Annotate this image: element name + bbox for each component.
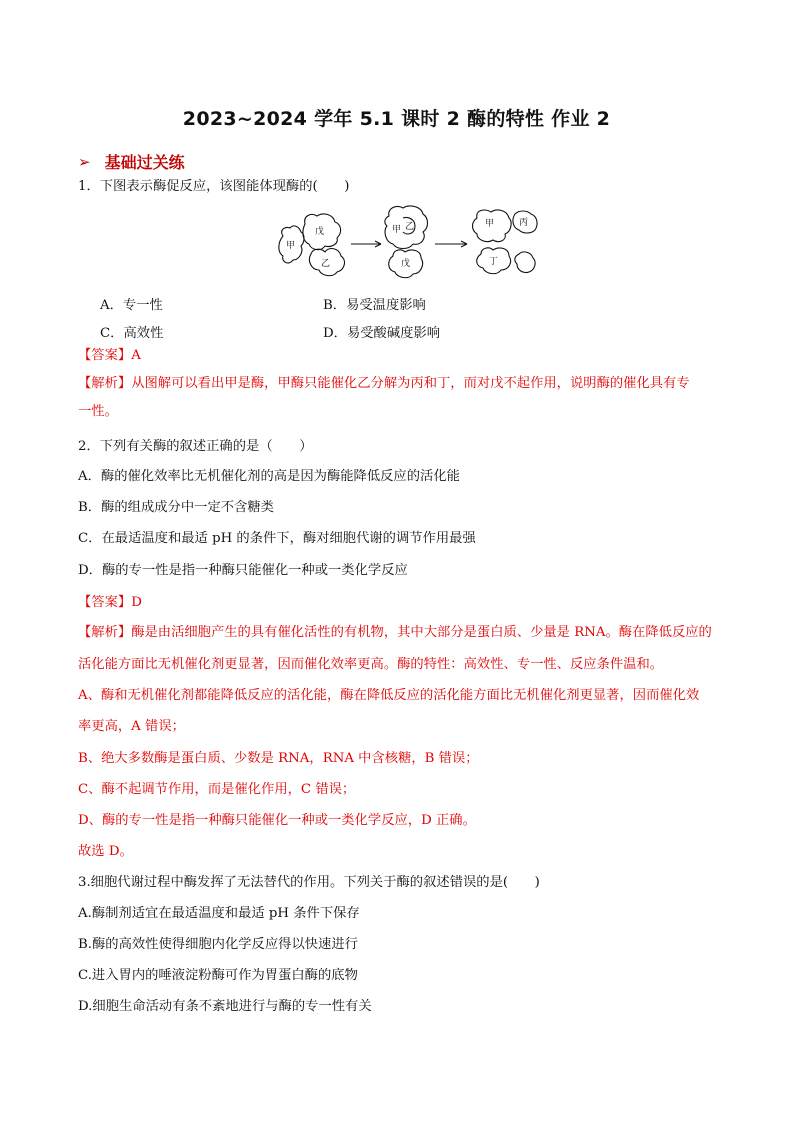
q2-option-c: C．在最适温度和最适 pH 的条件下，酶对细胞代谢的调节作用最强	[78, 531, 476, 546]
figure-label-jia-2: 甲	[392, 225, 402, 235]
q2-explain-c: C、酶不起调节作用，而是催化作用，C 错误；	[78, 782, 356, 797]
q3-option-b: B.酶的高效性使得细胞内化学反应得以快速进行	[78, 937, 358, 952]
figure-label-wu-1: 戊	[315, 227, 325, 237]
q1-analysis-text-1: 从图解可以看出甲是酶，甲酶只能催化乙分解为丙和丁，而对戊不起作用，说明酶的催化具有专	[131, 376, 690, 391]
q1-analysis-line-2: 一性。	[78, 404, 118, 419]
section-heading	[78, 150, 185, 173]
q2-option-d: D．酶的专一性是指一种酶只能催化一种或一类化学反应	[78, 563, 408, 578]
q2-answer-line	[78, 594, 142, 612]
figure-label-yi-1: 乙	[321, 259, 331, 269]
q1-option-a: A．专一性	[100, 298, 163, 313]
q3-option-d: D.细胞生命活动有条不紊地进行与酶的专一性有关	[78, 999, 372, 1014]
figure-label-ding: 丁	[489, 257, 499, 267]
q2-option-a: A．酶的催化效率比无机催化剂的高是因为酶能降低反应的活化能	[78, 469, 460, 484]
q1-answer-tag: 【答案】	[78, 348, 132, 363]
q3-option-c: C.进入胃内的唾液淀粉酶可作为胃蛋白酶的底物	[78, 968, 358, 983]
figure-label-jia-3: 甲	[485, 219, 495, 229]
q3-option-a: A.酶制剂适宜在最适温度和最适 pH 条件下保存	[78, 906, 360, 921]
q1-option-d: D．易受酸碱度影响	[323, 326, 441, 341]
q2-analysis-text-1: 酶是由活细胞产生的具有催化活性的有机物，其中大部分是蛋白质、少量是 RNA。酶在降低反应的	[131, 625, 712, 640]
q1-answer-line	[78, 347, 141, 365]
q2-analysis-line-2: 活化能方面比无机催化剂更显著，因而催化效率更高。酶的特性：高效性、专一性、反应条件温和。	[78, 657, 664, 672]
figure-label-jia-1: 甲	[286, 241, 296, 251]
section-label: 基础过关练	[104, 153, 185, 172]
figure-label-wu-2: 戊	[401, 259, 411, 269]
q2-analysis-line-1	[78, 624, 712, 642]
figure-label-bing: 丙	[519, 218, 529, 228]
document-title: 2023~2024 学年 5.1 课时 2 酶的特性 作业 2	[182, 108, 611, 130]
arrow-bullet-icon: ➢	[78, 152, 91, 171]
q2-explain-b: B、绝大多数酶是蛋白质、少数是 RNA，RNA 中含核糖，B 错误；	[78, 751, 479, 766]
q2-answer: D	[131, 595, 142, 610]
enzyme-reaction-figure	[275, 204, 550, 284]
q2-stem: 2．下列有关酶的叙述正确的是（ ）	[78, 439, 313, 454]
q2-answer-tag: 【答案】	[78, 595, 132, 610]
q1-option-c: C．高效性	[100, 326, 164, 341]
q3-stem: 3.细胞代谢过程中酶发挥了无法替代的作用。下列关于酶的叙述错误的是( )	[78, 875, 540, 890]
q2-explain-a-2: 率更高，A 错误；	[78, 719, 185, 734]
figure-blob-ding	[515, 252, 535, 273]
q2-conclusion: 故选 D。	[78, 844, 133, 859]
q1-stem: 1．下图表示酶促反应，该图能体现酶的( )	[78, 179, 350, 194]
q1-option-b: B．易受温度影响	[323, 298, 426, 313]
q1-analysis-tag: 【解析】	[78, 376, 132, 391]
q2-explain-d: D、酶的专一性是指一种酶只能催化一种或一类化学反应，D 正确。	[78, 813, 476, 828]
q2-analysis-tag: 【解析】	[78, 625, 132, 640]
figure-label-yi-2: 乙	[405, 222, 415, 232]
q1-answer: A	[131, 348, 141, 363]
q2-explain-a-1: A、酶和无机催化剂都能降低反应的活化能，酶在降低反应的活化能方面比无机催化剂更显著，因而催化效	[78, 688, 700, 703]
q2-option-b: B．酶的组成成分中一定不含糖类	[78, 500, 274, 515]
q1-analysis-line-1	[78, 375, 690, 393]
